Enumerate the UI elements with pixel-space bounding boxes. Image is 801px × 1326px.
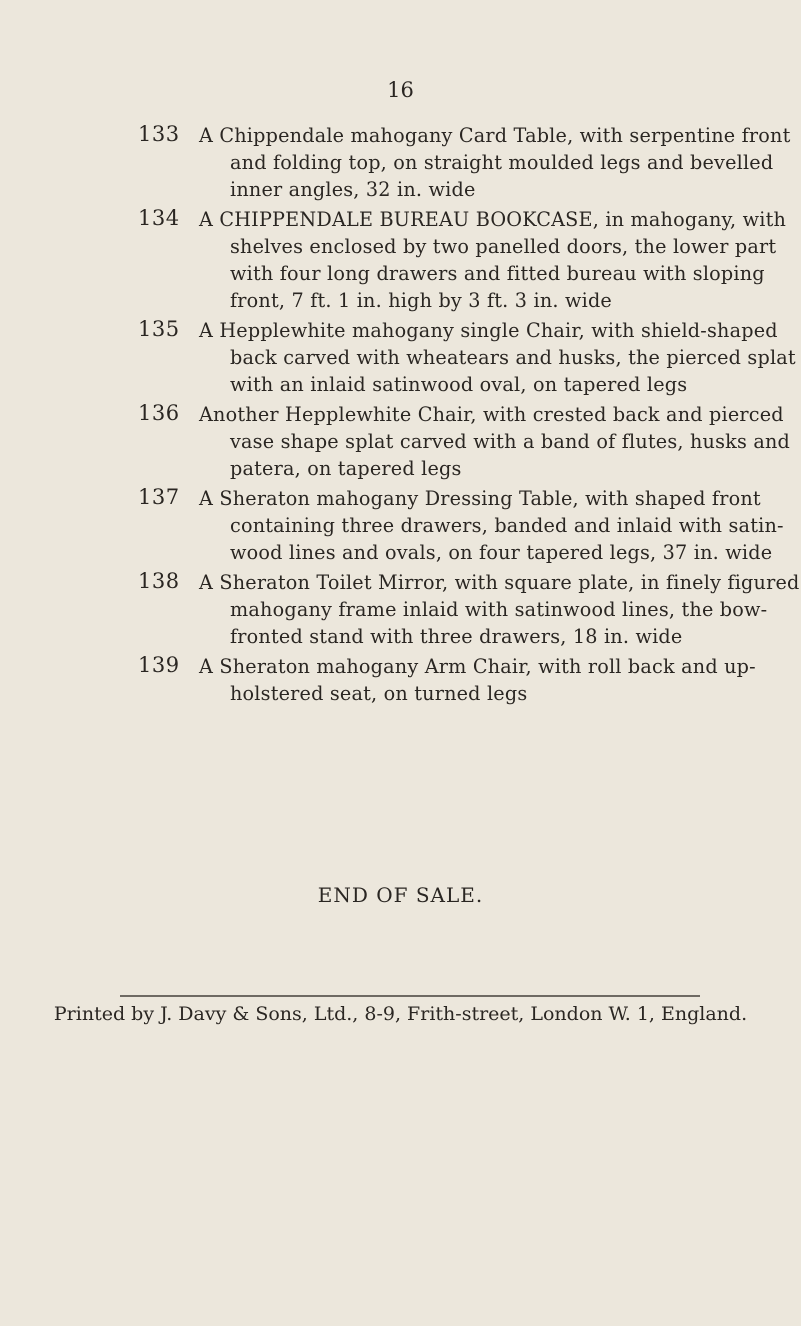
lot-description-line: A Sheraton Toilet Mirror, with square plate, in finely figured	[199, 571, 800, 594]
page-number: 16	[387, 78, 414, 102]
footer-rule	[120, 995, 700, 997]
lot-description-line: A Hepplewhite mahogany single Chair, with shield-shaped	[199, 319, 778, 342]
lot-description-line: patera, on tapered legs	[230, 457, 462, 480]
lot-number: 138	[138, 569, 180, 593]
lot-description-line: back carved with wheatears and husks, the pierced splat	[230, 346, 796, 369]
lot-number: 135	[138, 317, 180, 341]
lot-number: 136	[138, 401, 180, 425]
lot-description-line: fronted stand with three drawers, 18 in. wide	[230, 625, 683, 648]
lot-description-line: A Sheraton mahogany Dressing Table, with shaped front	[199, 487, 761, 510]
lot-description-line: vase shape splat carved with a band of flutes, husks and	[230, 430, 791, 453]
lot-number: 137	[138, 485, 180, 509]
lot-description-line: A Sheraton mahogany Arm Chair, with roll back and up-	[199, 655, 756, 678]
lot-description	[199, 206, 787, 314]
lot-description	[199, 122, 791, 203]
lot-number: 134	[138, 206, 180, 230]
lot-number: 133	[138, 122, 180, 146]
lot-number: 139	[138, 653, 180, 677]
lot-description-line: inner angles, 32 in. wide	[230, 178, 476, 201]
lot-description	[199, 485, 784, 566]
lot-description-line: holstered seat, on turned legs	[230, 682, 528, 705]
printer-imprint: Printed by J. Davy & Sons, Ltd., 8-9, Frith-street, London W. 1, England.	[53, 1003, 748, 1025]
lot-description-line: and folding top, on straight moulded legs and bevelled	[230, 151, 774, 174]
lot-description-line: front, 7 ft. 1 in. high by 3 ft. 3 in. wide	[230, 289, 612, 312]
lot-description	[199, 401, 791, 482]
lot-description-line: mahogany frame inlaid with satinwood lines, the bow-	[230, 598, 768, 621]
lot-description-line: wood lines and ovals, on four tapered legs, 37 in. wide	[230, 541, 773, 564]
lot-description-line: Another Hepplewhite Chair, with crested back and pierced	[199, 403, 784, 426]
end-of-sale: END OF SALE.	[317, 883, 484, 907]
lot-description-line: shelves enclosed by two panelled doors, the lower part	[230, 235, 777, 258]
lot-description-line: A CHIPPENDALE BUREAU BOOKCASE, in mahogany, with	[199, 208, 787, 231]
lot-description-line: containing three drawers, banded and inlaid with satin-	[230, 514, 784, 537]
lot-description-line: A Chippendale mahogany Card Table, with serpentine front	[199, 124, 791, 147]
lot-description	[199, 317, 796, 398]
lot-description	[199, 569, 800, 650]
lot-description	[199, 653, 756, 707]
lot-description-line: with four long drawers and fitted bureau with sloping	[230, 262, 765, 285]
lot-description-line: with an inlaid satinwood oval, on tapered legs	[230, 373, 688, 396]
